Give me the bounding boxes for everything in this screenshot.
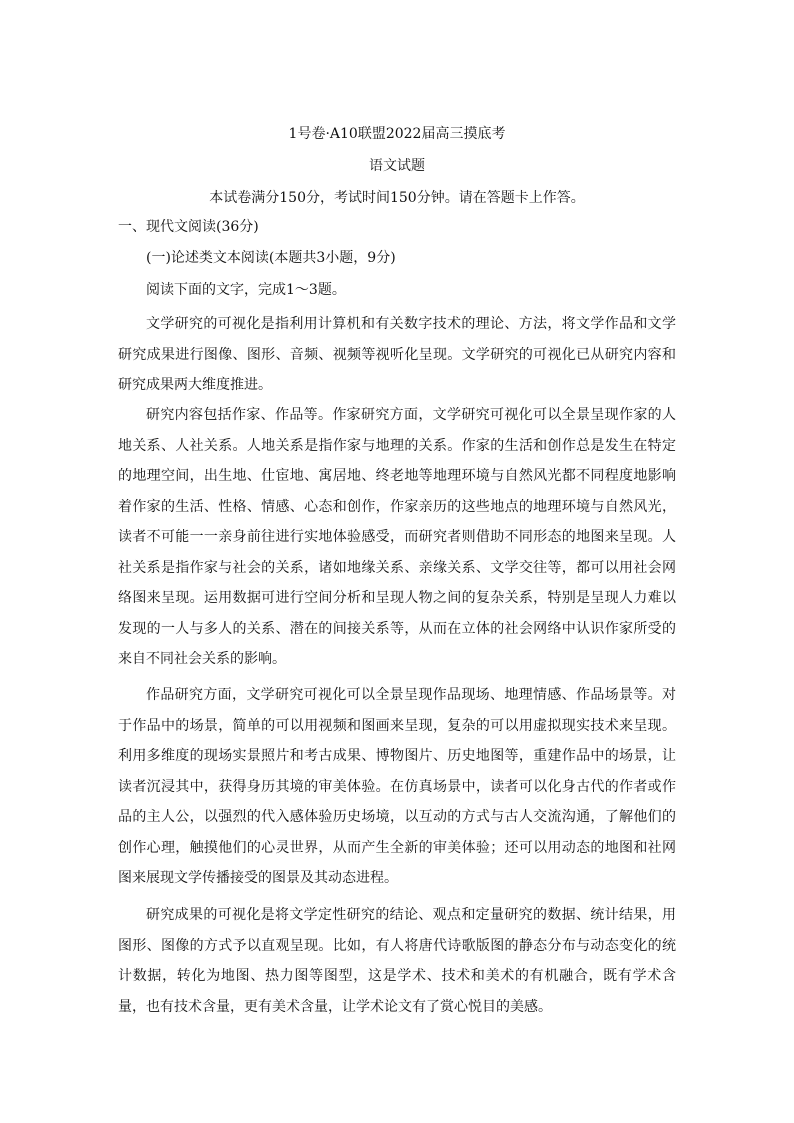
passage-paragraph: 文学研究的可视化是指利用计算机和有关数字技术的理论、方法，将文学作品和文学研究成果进行图像、图形、音频、视频等视听化呈现。文学研究的可视化已从研究内容和研究成果两大维度推进。	[118, 316, 676, 393]
exam-instructions: 本试卷满分150分，考试时间150分钟。请在答题卡上作答。	[209, 190, 585, 206]
reading-prompt: 阅读下面的文字，完成1～3题。	[146, 282, 346, 298]
passage-paragraph: 作品研究方面，文学研究可视化可以全景呈现作品现场、地理情感、作品场景等。对于作品中的场景，简单的可以用视频和图画来呈现，复杂的可以用虚拟现实技术来呈现。利用多维度的现场实景照片和考古成果、博物图片、历史地图等，重建作品中的场景，让读者沉浸其中，获得身历其境的审美体验。在仿真场景中，读者可以化身古代的作者或作品的主人公，以强烈的代入感体验历史场境，以互动的方式与古人交流沟通，了解他们的创作心理，触摸他们的心灵世界，从而产生全新的审美体验；还可以用动态的地图和社网图来展现文学传播接受的图景及其动态进程。	[118, 687, 676, 886]
exam-subject: 语文试题	[369, 158, 425, 174]
sub-section-heading: (一)论述类文本阅读(本题共3小题，9分)	[146, 250, 396, 266]
exam-title: 1号卷·A10联盟2022届高三摸底考	[288, 126, 506, 142]
passage-paragraph: 研究成果的可视化是将文学定性研究的结论、观点和定量研究的数据、统计结果，用图形、图像的方式予以直观呈现。比如，有人将唐代诗歌版图的静态分布与动态变化的统计数据，转化为地图、热力图等图型，这是学术、技术和美术的有机融合，既有学术含量，也有技术含量，更有美术含量，让学术论文有了赏心悦目的美感。	[118, 907, 676, 1015]
passage-paragraph: 研究内容包括作家、作品等。作家研究方面，文学研究可视化可以全景呈现作家的人地关系、人社关系。人地关系是指作家与地理的关系。作家的生活和创作总是发生在特定的地理空间，出生地、仕宦地、寓居地、终老地等地理环境与自然风光都不同程度地影响着作家的生活、性格、情感、心态和创作，作家亲历的这些地点的地理环境与自然风光，读者不可能一一亲身前往进行实地体验感受，而研究者则借助不同形态的地图来呈现。人社关系是指作家与社会的关系，诸如地缘关系、亲缘关系、文学交往等，都可以用社会网络图来呈现。运用数据可进行空间分析和呈现人物之间的复杂关系，特别是呈现人力难以发现的一人与多人的关系、潜在的间接关系等，从而在立体的社会网络中认识作家所受的来自不同社会关系的影响。	[118, 407, 676, 667]
section-heading: 一、现代文阅读(36分)	[118, 219, 259, 235]
